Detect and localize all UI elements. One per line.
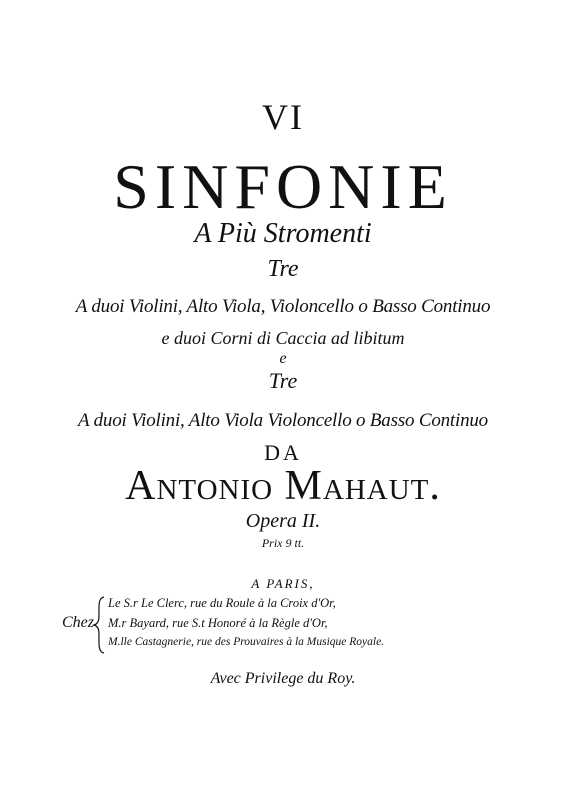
group1-instrumentation-line2: e duoi Corni di Caccia ad libitum [161,328,405,348]
volume-number: VI [262,97,304,137]
price: Prix 9 tt. [261,536,305,550]
seller-addresses [62,596,522,656]
seller-address: M.r Bayard, rue S.t Honoré à la Règle d'Or, [108,616,328,630]
opus-number: Opera II. [245,510,321,532]
brace-icon [92,596,106,654]
group1-label: Tre [267,256,299,282]
conjunction: e [279,350,287,367]
work-title: SINFONIE [113,151,453,222]
by-label: DA [264,440,302,465]
group1-instrumentation-line1: A duoi Violini, Alto Viola, Violoncello o Basso Continuo [75,296,491,317]
seller-address: M.lle Castagnerie, rue des Prouvaires à la Musique Royale. [108,636,385,648]
group2-instrumentation: A duoi Violini, Alto Viola Violoncello o Basso Continuo [78,410,488,431]
seller-address: Le S.r Le Clerc, rue du Roule à la Croix d'Or, [108,596,336,610]
chez-label: Chez [62,614,94,631]
composer-name: Antonio Mahaut. [125,463,441,509]
group2-label: Tre [268,368,298,393]
imprint-city: A PARIS, [251,576,315,591]
royal-privilege: Avec Privilege du Roy. [210,670,356,687]
work-subtitle: A Più Stromenti [194,218,372,249]
